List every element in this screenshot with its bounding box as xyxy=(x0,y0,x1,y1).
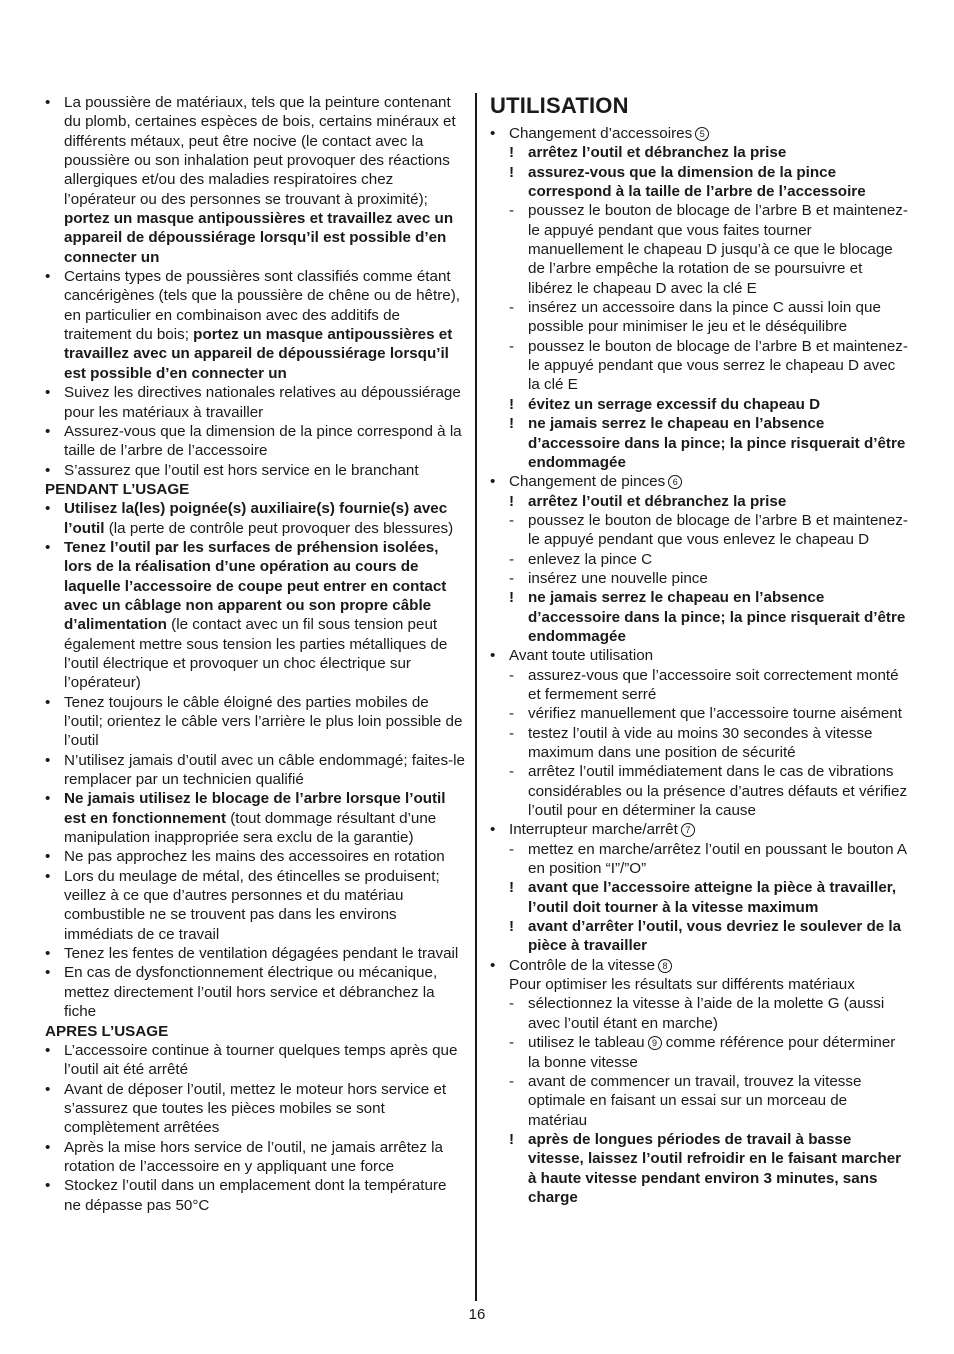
step-item: - poussez le bouton de blocage de l’arbre B et maintenez-le appuyé pendant que vous serrez le chapeau D avec la clé E xyxy=(490,337,910,395)
list-item: • Ne pas approchez les mains des accessoires en rotation xyxy=(45,847,465,866)
column-divider xyxy=(475,93,477,1301)
warning-item: ! assurez-vous que la dimension de la pince correspond à la taille de l’arbre de l’accessoire xyxy=(490,163,910,202)
page-number: 16 xyxy=(468,1306,486,1323)
step-item: - mettez en marche/arrêtez l’outil en poussant le bouton A en position “I”/”O” xyxy=(490,840,910,879)
step-item: - sélectionnez la vitesse à l’aide de la molette G (aussi avec l’outil étant en marche) xyxy=(490,994,910,1033)
figure-ref-badge: 6 xyxy=(668,475,682,489)
left-column xyxy=(45,93,465,1215)
step-item: - testez l’outil à vide au moins 30 secondes à vitesse maximum dans une position de sécurité xyxy=(490,724,910,763)
step-item: - enlevez la pince C xyxy=(490,550,910,569)
step-item: - insérez un accessoire dans la pince C aussi loin que possible pour minimiser le jeu et le déséquilibre xyxy=(490,298,910,337)
step-item: - assurez-vous que l’accessoire soit correctement monté et fermement serré xyxy=(490,666,910,705)
list-item: • La poussière de matériaux, tels que la peinture contenant du plomb, certaines espèces de bois, certains minéraux et différents métaux, peut être nocive (le contact avec la poussière ou son inhalation peut provoquer des réactions allergiques et/ou des maladies respiratoires chez l’opérateur ou des personnes se trouvant à proximité); portez un masque antipoussières et travaillez avec un appareil de dépoussiérage lorsqu’il est possible d’en connecter un xyxy=(45,93,465,267)
list-item: • Après la mise hors service de l’outil, ne jamais arrêtez la rotation de l’accessoire en y appliquant une force xyxy=(45,1138,465,1177)
figure-ref-badge: 7 xyxy=(681,823,695,837)
list-item: • Tenez toujours le câble éloigné des parties mobiles de l’outil; orientez le câble vers l’arrière le plus loin possible de l’outil xyxy=(45,693,465,751)
list-item: • Changement de pinces 6 xyxy=(490,472,910,491)
list-item: • L’accessoire continue à tourner quelques temps après que l’outil ait été arrêté xyxy=(45,1041,465,1080)
step-item: - utilisez le tableau 9 comme référence pour déterminer la bonne vitesse xyxy=(490,1033,910,1072)
list-item: • S’assurez que l’outil est hors service en le branchant xyxy=(45,461,465,480)
list-item: • Tenez les fentes de ventilation dégagées pendant le travail xyxy=(45,944,465,963)
step-item: - poussez le bouton de blocage de l’arbre B et maintenez-le appuyé pendant que vous enlevez le chapeau D xyxy=(490,511,910,550)
list-item: • Avant de déposer l’outil, mettez le moteur hors service et s’assurez que toutes les pièces mobiles se sont complètement arrêtées xyxy=(45,1080,465,1138)
list-item: • N’utilisez jamais d’outil avec un câble endommagé; faites-le remplacer par un technicien qualifié xyxy=(45,751,465,790)
paragraph: Pour optimiser les résultats sur différents matériaux xyxy=(509,976,855,994)
list-item: • Utilisez la(les) poignée(s) auxiliaire(s) fournie(s) avec l’outil (la perte de contrôle peut provoquer des blessures) xyxy=(45,499,465,538)
list-item: • Changement d’accessoires 5 xyxy=(490,124,910,143)
step-item: - avant de commencer un travail, trouvez la vitesse optimale en faisant un essai sur un morceau de matériau xyxy=(490,1072,910,1130)
list-item: • Assurez-vous que la dimension de la pince correspond à la taille de l’arbre de l’accessoire xyxy=(45,422,465,461)
section-heading-apres: APRES L’USAGE xyxy=(45,1022,169,1040)
warning-item: ! évitez un serrage excessif du chapeau D xyxy=(490,395,910,414)
list-item: • Interrupteur marche/arrêt 7 xyxy=(490,820,910,839)
warning-item: ! ne jamais serrez le chapeau en l’absence d’accessoire dans la pince; la pince risquerait d’être endommagée xyxy=(490,414,910,472)
section-heading-pendant: PENDANT L’USAGE xyxy=(45,480,190,498)
list-item: • Stockez l’outil dans un emplacement dont la température ne dépasse pas 50°C xyxy=(45,1176,465,1215)
warning-item: ! arrêtez l’outil et débranchez la prise xyxy=(490,143,910,162)
list-item: • Avant toute utilisation xyxy=(490,646,910,665)
warning-item: ! arrêtez l’outil et débranchez la prise xyxy=(490,492,910,511)
list-item: • Contrôle de la vitesse 8 xyxy=(490,956,910,975)
list-item: • En cas de dysfonctionnement électrique ou mécanique, mettez directement l’outil hors service et débranchez la fiche xyxy=(45,963,465,1021)
figure-ref-badge: 5 xyxy=(695,127,709,141)
warning-item: ! ne jamais serrez le chapeau en l’absence d’accessoire dans la pince; la pince risquerait d’être endommagée xyxy=(490,588,910,646)
step-item: - insérez une nouvelle pince xyxy=(490,569,910,588)
figure-ref-badge: 8 xyxy=(658,959,672,973)
figure-ref-badge: 9 xyxy=(648,1036,662,1050)
right-column xyxy=(490,93,910,1207)
page-title: UTILISATION xyxy=(490,93,629,118)
warning-item: ! avant d’arrêter l’outil, vous devriez le soulever de la pièce à travailler xyxy=(490,917,910,956)
step-item: - arrêtez l’outil immédiatement dans le cas de vibrations considérables ou la présence d’autres défauts et vérifiez l’outil pour en déterminer la cause xyxy=(490,762,910,820)
list-item: • Suivez les directives nationales relatives au dépoussiérage pour les matériaux à travailler xyxy=(45,383,465,422)
list-item: • Tenez l’outil par les surfaces de préhension isolées, lors de la réalisation d’une opération au cours de laquelle l’accessoire de coupe peut entrer en contact avec un câblage non apparent ou son propre câble d’alimentation (le contact avec un fil sous tension peut également mettre sous tension les parties métalliques de l’outil électrique et provoquer un choc électrique sur l’opérateur) xyxy=(45,538,465,693)
warning-item: ! avant que l’accessoire atteigne la pièce à travailler, l’outil doit tourner à la vitesse maximum xyxy=(490,878,910,917)
step-item: - poussez le bouton de blocage de l’arbre B et maintenez-le appuyé pendant que vous faites tourner manuellement le chapeau D jusqu’à ce que le blocage de l’arbre empêche la rotation de se poursuivre et libérez le chapeau D avec la clé E xyxy=(490,201,910,298)
list-item: • Ne jamais utilisez le blocage de l’arbre lorsque l’outil est en fonctionnement (tout dommage résultant d’une manipulation inappropriée sera exclu de la garantie) xyxy=(45,789,465,847)
warning-item: ! après de longues périodes de travail à basse vitesse, laissez l’outil refroidir en le faisant marcher à haute vitesse pendant environ 3 minutes, sans charge xyxy=(490,1130,910,1207)
step-item: - vérifiez manuellement que l’accessoire tourne aisément xyxy=(490,704,910,723)
list-item: • Certains types de poussières sont classifiés comme étant cancérigènes (tels que la poussière de chêne ou de hêtre), en particulier en combinaison avec des additifs de traitement du bois; portez un masque antipoussières et travaillez avec un appareil de dépoussiérage lorsqu’il est possible d’en connecter un xyxy=(45,267,465,383)
list-item: • Lors du meulage de métal, des étincelles se produisent; veillez à ce que d’autres personnes et du matériau combustible ne se trouvent pas dans les environs immédiats de ce travail xyxy=(45,867,465,944)
